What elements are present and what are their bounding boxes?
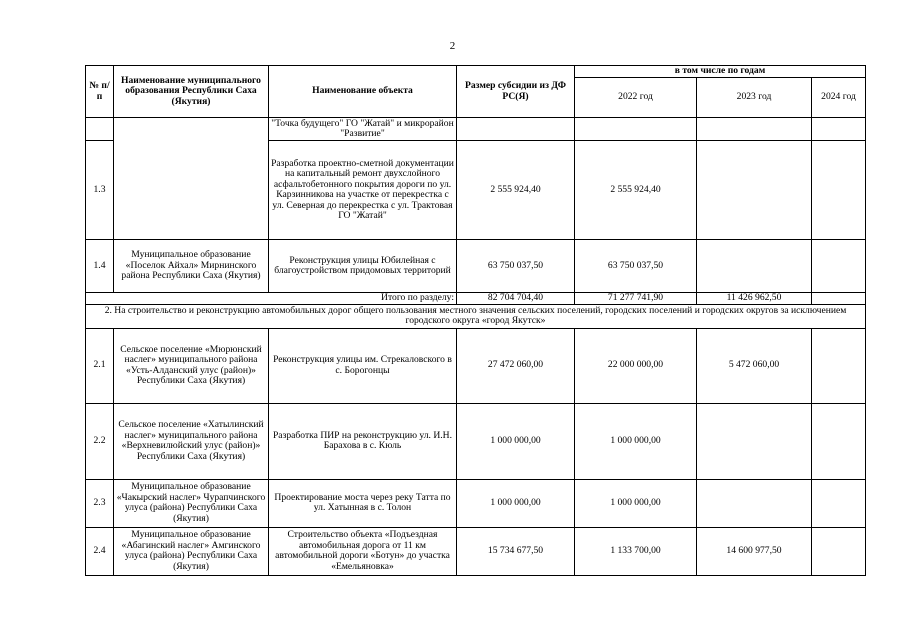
row-no: 2.3 bbox=[86, 479, 114, 527]
row-subsidy: 2 555 924,40 bbox=[457, 141, 575, 240]
row-2022: 1 000 000,00 bbox=[575, 403, 697, 479]
subsidy-table bbox=[85, 65, 866, 576]
row-municipality: Сельское поселение «Мюрюнский наслег» муниципального района «Усть-Алданский улус (район)» Республики Саха (Якутия) bbox=[114, 328, 269, 403]
section-title-row bbox=[86, 304, 866, 328]
table-row bbox=[86, 240, 866, 293]
row-object: Разработка ПИР на реконструкцию ул. И.Н. Барахова в с. Кюль bbox=[269, 403, 457, 479]
header-subsidy: Размер субсидии из ДФ РС(Я) bbox=[457, 66, 575, 118]
row-2024 bbox=[812, 240, 866, 293]
table-row bbox=[86, 403, 866, 479]
section-total-label: Итого по разделу: bbox=[86, 293, 457, 305]
row-2023 bbox=[697, 403, 812, 479]
row-subsidy: 1 000 000,00 bbox=[457, 479, 575, 527]
row-no bbox=[86, 118, 114, 141]
row-object: Разработка проектно-сметной документации на капитальный ремонт двухслойного асфальтобетонного покрытия дороги по ул. Карзинникова на участке от перекрестка с ул. Северная до перекрестка с ул. Трактовая ГО "Жатай" bbox=[269, 141, 457, 240]
row-municipality: Муниципальное образование «Чакырский наслег» Чурапчинского улуса (района) Республики Саха (Якутия) bbox=[114, 479, 269, 527]
header-no: № п/п bbox=[86, 66, 114, 118]
section-2-title: 2. На строительство и реконструкцию автомобильных дорог общего пользования местного значения сельских поселений, городских поселений и городских округов за исключением городского округа «город Якутск» bbox=[86, 304, 866, 328]
row-2022: 1 000 000,00 bbox=[575, 479, 697, 527]
row-2023 bbox=[697, 479, 812, 527]
row-no: 2.4 bbox=[86, 527, 114, 575]
header-2022: 2022 год bbox=[575, 78, 697, 118]
table-row bbox=[86, 527, 866, 575]
row-2024 bbox=[812, 479, 866, 527]
row-2024 bbox=[812, 328, 866, 403]
row-2022: 63 750 037,50 bbox=[575, 240, 697, 293]
section-total-row bbox=[86, 293, 866, 305]
row-2024 bbox=[812, 403, 866, 479]
row-2023 bbox=[697, 141, 812, 240]
row-municipality: Сельское поселение «Хатылинский наслег» муниципального района «Верхневилюйский улус (район)» Республики Саха (Якутия) bbox=[114, 403, 269, 479]
row-2024 bbox=[812, 141, 866, 240]
row-no: 2.2 bbox=[86, 403, 114, 479]
row-subsidy: 1 000 000,00 bbox=[457, 403, 575, 479]
row-object: Проектирование моста через реку Татта по ул. Хатынная в с. Толон bbox=[269, 479, 457, 527]
table-row bbox=[86, 328, 866, 403]
row-subsidy bbox=[457, 118, 575, 141]
row-no: 1.3 bbox=[86, 141, 114, 240]
section-total-2024 bbox=[812, 293, 866, 305]
row-subsidy: 27 472 060,00 bbox=[457, 328, 575, 403]
table-row bbox=[86, 479, 866, 527]
section-total-2022: 71 277 741,90 bbox=[575, 293, 697, 305]
row-object: Реконструкция улицы Юбилейная с благоустройством придомовых территорий bbox=[269, 240, 457, 293]
row-2024 bbox=[812, 527, 866, 575]
section-total-subsidy: 82 704 704,40 bbox=[457, 293, 575, 305]
row-municipality: Муниципальное образование «Абагинский наслег» Амгинского улуса (района) Республики Саха (Якутия) bbox=[114, 527, 269, 575]
row-object: Реконструкция улицы им. Стрекаловского в с. Борогонцы bbox=[269, 328, 457, 403]
row-municipality: Муниципальное образование «Поселок Айхал» Мирнинского района Республики Саха (Якутия) bbox=[114, 240, 269, 293]
header-object: Наименование объекта bbox=[269, 66, 457, 118]
row-no: 2.1 bbox=[86, 328, 114, 403]
row-2022 bbox=[575, 118, 697, 141]
header-years-group: в том числе по годам bbox=[575, 66, 866, 78]
header-2024: 2024 год bbox=[812, 78, 866, 118]
row-2023 bbox=[697, 240, 812, 293]
row-2022: 2 555 924,40 bbox=[575, 141, 697, 240]
row-municipality bbox=[114, 118, 269, 240]
page-number: 2 bbox=[449, 40, 456, 52]
row-object: Строительство объекта «Подъездная автомобильная дорога от 11 км автомобильной дороги «Ботун» до участка «Емельяновка» bbox=[269, 527, 457, 575]
row-subsidy: 15 734 677,50 bbox=[457, 527, 575, 575]
row-2023: 5 472 060,00 bbox=[697, 328, 812, 403]
row-2023: 14 600 977,50 bbox=[697, 527, 812, 575]
row-2024 bbox=[812, 118, 866, 141]
row-2023 bbox=[697, 118, 812, 141]
table-row bbox=[86, 118, 866, 141]
row-subsidy: 63 750 037,50 bbox=[457, 240, 575, 293]
row-no: 1.4 bbox=[86, 240, 114, 293]
row-2022: 1 133 700,00 bbox=[575, 527, 697, 575]
section-total-2023: 11 426 962,50 bbox=[697, 293, 812, 305]
header-2023: 2023 год bbox=[697, 78, 812, 118]
header-municipality: Наименование муниципального образования Республики Саха (Якутия) bbox=[114, 66, 269, 118]
row-2022: 22 000 000,00 bbox=[575, 328, 697, 403]
row-object: "Точка будущего" ГО "Жатай" и микрорайон "Развитие" bbox=[269, 118, 457, 141]
